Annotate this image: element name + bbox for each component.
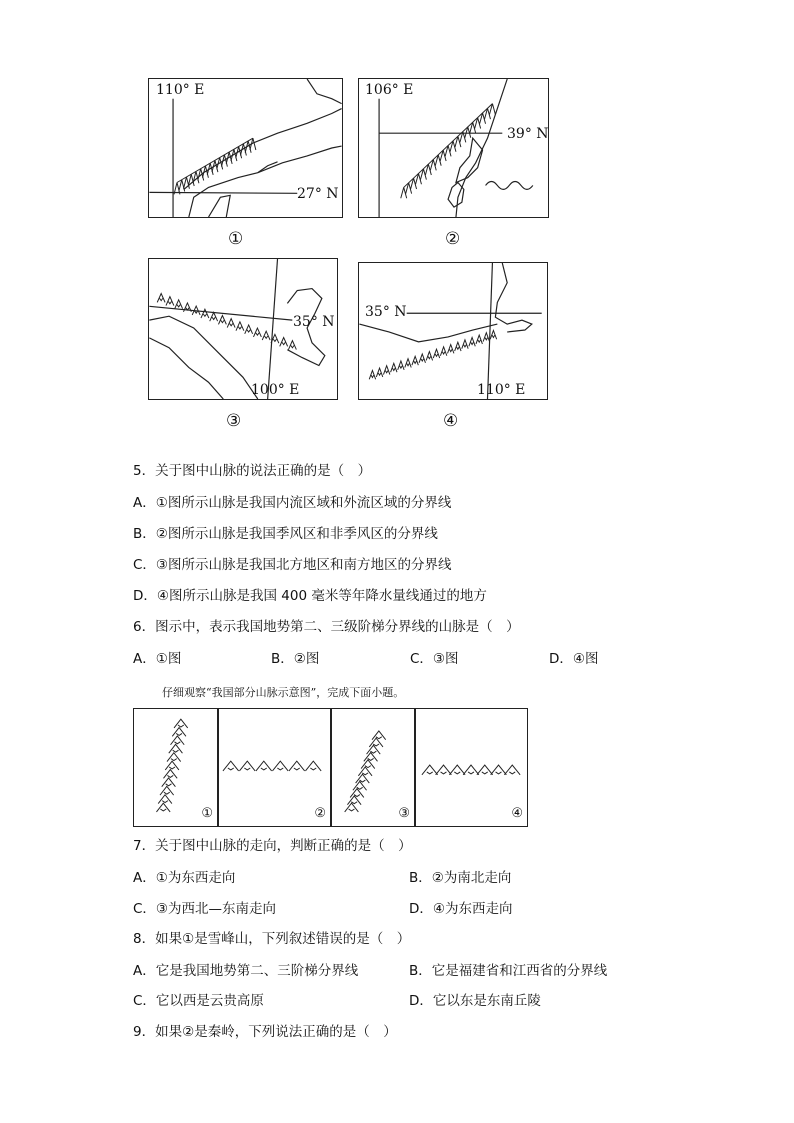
- question-6-stem: 6．图示中，表示我国地势第二、三级阶梯分界线的山脉是（ ）: [133, 619, 520, 635]
- map-3: [148, 258, 338, 400]
- question-7-stem: 7．关于图中山脉的走向，判断正确的是（ ）: [133, 838, 412, 854]
- map-1-latitude-label: 27° N: [297, 186, 339, 202]
- map-1: [148, 78, 343, 218]
- question-7-option-d[interactable]: D．④为东西走向: [409, 901, 513, 917]
- question-6-option-a[interactable]: A．①图: [133, 651, 182, 667]
- map-3-latitude-label: 35° N: [293, 314, 335, 330]
- mountain-panel-4-number: ④: [511, 806, 523, 821]
- map-1-longitude-label: 110° E: [156, 82, 205, 98]
- question-8-option-b[interactable]: B．它是福建省和江西省的分界线: [409, 963, 608, 979]
- question-8-option-c[interactable]: C．它以西是云贵高原: [133, 993, 264, 1009]
- question-7-option-c[interactable]: C．③为西北—东南走向: [133, 901, 277, 917]
- section-intro: 仔细观察“我国部分山脉示意图”，完成下面小题。: [162, 686, 405, 699]
- map-4-drawing: [359, 263, 547, 399]
- question-8-option-a[interactable]: A．它是我国地势第二、三阶梯分界线: [133, 963, 359, 979]
- question-8-stem: 8．如果①是雪峰山，下列叙述错误的是（ ）: [133, 931, 411, 947]
- question-7-option-a[interactable]: A．①为东西走向: [133, 870, 236, 886]
- question-8-option-d[interactable]: D．它以东是东南丘陵: [409, 993, 541, 1009]
- question-5-option-c[interactable]: C．③图所示山脉是我国北方地区和南方地区的分界线: [133, 557, 452, 573]
- map-2-longitude-label: 106° E: [365, 82, 414, 98]
- mountain-panel-1-number: ①: [201, 806, 213, 821]
- question-5-option-b[interactable]: B．②图所示山脉是我国季风区和非季风区的分界线: [133, 526, 438, 542]
- mountain-panel-2-number: ②: [314, 806, 326, 821]
- question-9-stem: 9．如果②是秦岭，下列说法正确的是（ ）: [133, 1024, 397, 1040]
- mountain-panel-3: [331, 708, 415, 827]
- map-4-number: ④: [443, 411, 459, 431]
- map-2: [358, 78, 549, 218]
- map-2-drawing: [359, 79, 548, 217]
- map-3-longitude-label: 100° E: [251, 382, 300, 398]
- map-4: [358, 262, 548, 400]
- question-6-option-c[interactable]: C．③图: [410, 651, 459, 667]
- mountain-panel-3-number: ③: [398, 806, 410, 821]
- map-4-longitude-label: 110° E: [477, 382, 526, 398]
- map-2-number: ②: [445, 229, 461, 249]
- question-5-option-d[interactable]: D．④图所示山脉是我国 400 毫米等年降水量线通过的地方: [133, 588, 487, 604]
- mountain-panel-4: [415, 708, 528, 827]
- question-6-option-d[interactable]: D．④图: [549, 651, 599, 667]
- mountain-panel-2: [218, 708, 331, 827]
- mountain-panel-1: [133, 708, 218, 827]
- map-3-number: ③: [226, 411, 242, 431]
- map-2-latitude-label: 39° N: [507, 126, 549, 142]
- question-7-option-b[interactable]: B．②为南北走向: [409, 870, 512, 886]
- question-5-option-a[interactable]: A．①图所示山脉是我国内流区域和外流区域的分界线: [133, 495, 452, 511]
- question-5-stem: 5．关于图中山脉的说法正确的是（ ）: [133, 463, 372, 479]
- question-6-option-b[interactable]: B．②图: [271, 651, 320, 667]
- map-4-latitude-label: 35° N: [365, 304, 407, 320]
- map-1-number: ①: [228, 229, 244, 249]
